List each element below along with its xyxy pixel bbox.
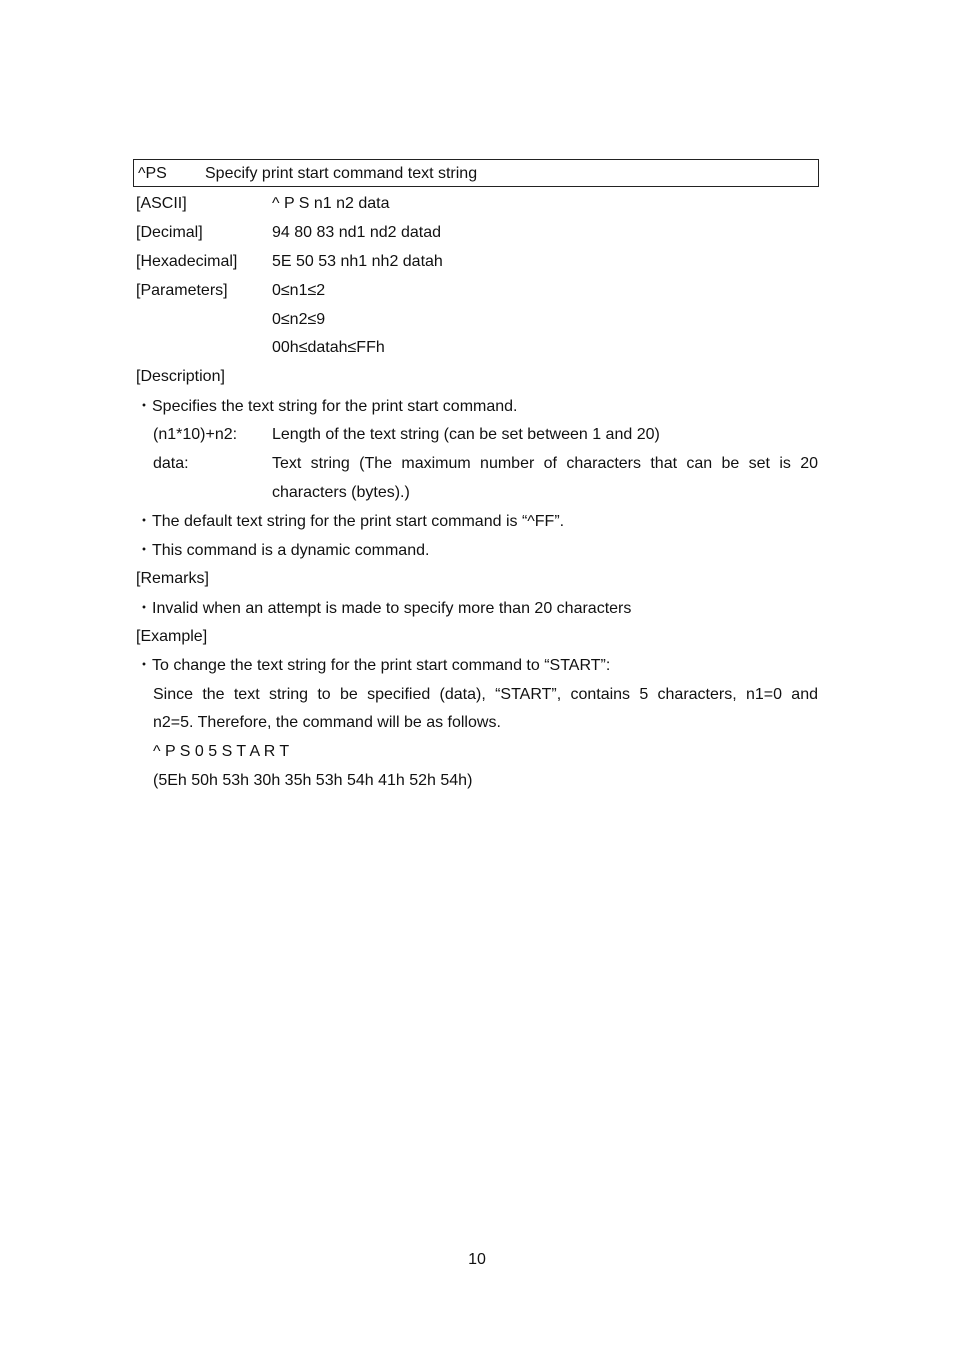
remarks-label: [Remarks] — [136, 570, 209, 587]
data-definition-line-1: Text string (The maximum number of characters that can be set is 20 — [272, 455, 818, 472]
example-label: [Example] — [136, 628, 208, 645]
page-number: 10 — [468, 1251, 486, 1268]
example-hex: (5Eh 50h 53h 30h 35h 53h 54h 41h 52h 54h) — [153, 772, 473, 789]
decimal-label: [Decimal] — [136, 224, 203, 241]
remarks-bullet-1: ・Invalid when an attempt is made to specify more than 20 characters — [136, 600, 632, 617]
example-line-1: Since the text string to be specified (data), “START”, contains 5 characters, n1=0 and — [153, 686, 818, 703]
decimal-value: 94 80 83 nd1 nd2 datad — [272, 224, 442, 241]
hex-label: [Hexadecimal] — [136, 253, 238, 270]
data-term: data: — [153, 455, 189, 472]
example-command: ^ P S 0 5 S T A R T — [153, 743, 290, 760]
description-bullet-3: ・This command is a dynamic command. — [136, 542, 430, 559]
data-definition-line-2: characters (bytes).) — [272, 484, 410, 501]
length-term: (n1*10)+n2: — [153, 426, 238, 443]
ascii-value: ^ P S n1 n2 data — [272, 195, 390, 212]
params-label: [Parameters] — [136, 282, 228, 299]
ascii-label: [ASCII] — [136, 195, 187, 212]
description-bullet-2: ・The default text string for the print start command is “^FF”. — [136, 513, 565, 530]
description-bullet-1: ・Specifies the text string for the print start command. — [136, 398, 518, 415]
length-definition: Length of the text string (can be set between 1 and 20) — [272, 426, 660, 443]
command-title-box — [133, 159, 819, 187]
example-line-2: n2=5. Therefore, the command will be as follows. — [153, 714, 501, 731]
hex-value: 5E 50 53 nh1 nh2 datah — [272, 253, 443, 270]
command-title: Specify print start command text string — [205, 165, 478, 182]
example-bullet-1: ・To change the text string for the print start command to “START”: — [136, 657, 611, 674]
param-n2: 0≤n2≤9 — [272, 311, 326, 328]
param-n1: 0≤n1≤2 — [272, 282, 326, 299]
command-code: ^PS — [138, 165, 167, 182]
param-data: 00h≤datah≤FFh — [272, 339, 385, 356]
description-label: [Description] — [136, 368, 225, 385]
